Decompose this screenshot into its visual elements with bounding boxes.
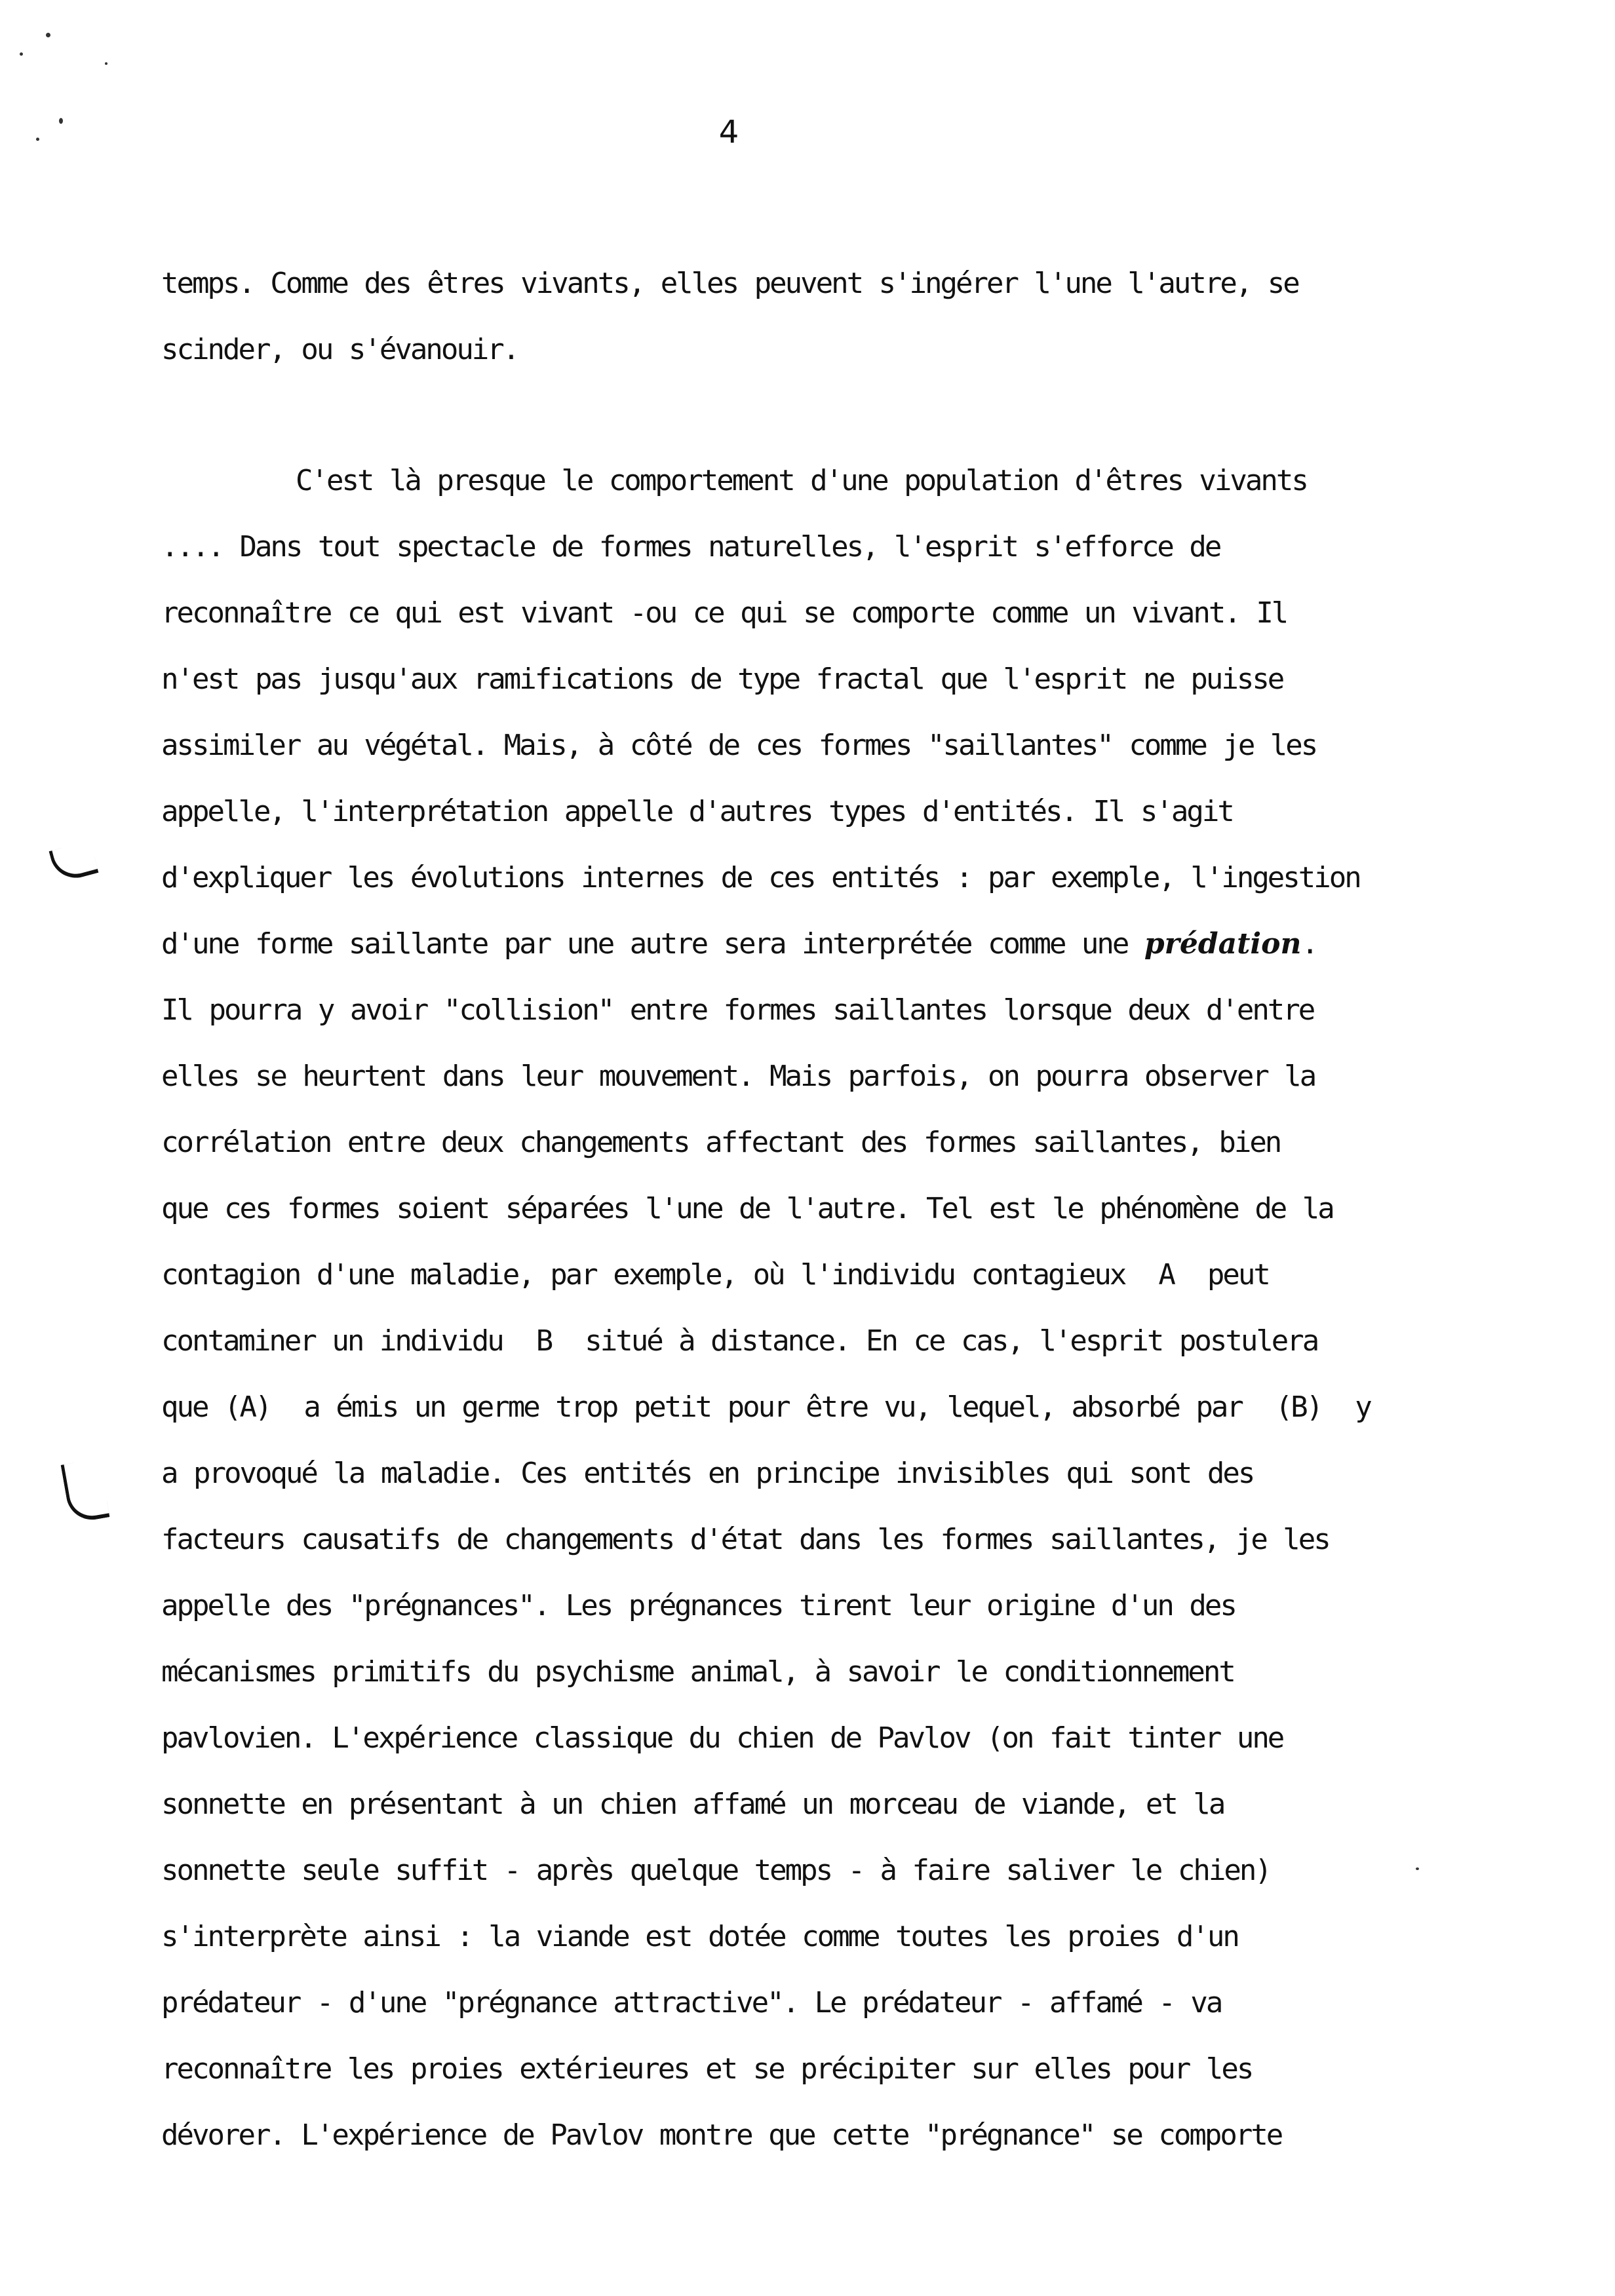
margin-mark [49, 840, 99, 883]
text-line: assimiler au végétal. Mais, à côté de ces formes "saillantes" comme je les [161, 729, 1317, 762]
text-line: pavlovien. L'expérience classique du chien de Pavlov (on fait tinter une [161, 1721, 1283, 1755]
scan-speck [20, 52, 23, 56]
text-line: dévorer. L'expérience de Pavlov montre que cette "prégnance" se comporte [161, 2118, 1282, 2152]
scan-speck [105, 62, 107, 65]
text-line: d'expliquer les évolutions internes de ces entités : par exemple, l'ingestion [161, 861, 1360, 894]
text-line: que (A) a émis un germe trop petit pour être vu, lequel, absorbé par (B) y [161, 1390, 1371, 1424]
text-line: n'est pas jusqu'aux ramifications de type fractal que l'esprit ne puisse [161, 662, 1283, 696]
text-line: prédateur - d'une "prégnance attractive". Le prédateur - affamé - va [161, 1986, 1222, 2019]
scan-speck [36, 138, 39, 141]
page-number: 4 [718, 114, 739, 151]
scan-speck [46, 33, 50, 37]
text-line: facteurs causatifs de changements d'état dans les formes saillantes, je les [161, 1523, 1329, 1556]
text-line-with-emphasis [161, 911, 1341, 977]
text-line: appelle, l'interprétation appelle d'autres types d'entités. Il s'agit [161, 795, 1233, 828]
emphasis-period: . [1301, 927, 1317, 961]
emphasis-predation: prédation [1144, 927, 1302, 961]
paragraph-1 [161, 250, 1341, 383]
text-line: .... Dans tout spectacle de formes naturelles, l'esprit s'efforce de [161, 530, 1220, 564]
text-line: reconnaître les proies extérieures et se précipiter sur elles pour les [161, 2052, 1253, 2086]
text-line: appelle des "prégnances". Les prégnances tirent leur origine d'un des [161, 1589, 1236, 1622]
text-line: C'est là presque le comportement d'une population d'êtres vivants [296, 464, 1307, 497]
text-line: reconnaître ce qui est vivant -ou ce qui se comporte comme un vivant. Il [161, 596, 1287, 630]
text-line: d'une forme saillante par une autre sera interprétée comme une [161, 927, 1144, 961]
text-line: contaminer un individu B situé à distance. En ce cas, l'esprit postulera [161, 1324, 1318, 1358]
text-line: que ces formes soient séparées l'une de l'autre. Tel est le phénomène de la [161, 1192, 1333, 1225]
text-line: elles se heurtent dans leur mouvement. Mais parfois, on pourra observer la [161, 1060, 1315, 1093]
text-line: corrélation entre deux changements affectant des formes saillantes, bien [161, 1126, 1281, 1159]
text-line: s'interprète ainsi : la viande est dotée comme toutes les proies d'un [161, 1920, 1238, 1953]
paragraph-2 [161, 448, 1371, 2168]
text-line: scinder, ou s'évanouir. [161, 333, 518, 366]
scan-speck [59, 118, 63, 124]
text-line: a provoqué la maladie. Ces entités en principe invisibles qui sont des [161, 1457, 1254, 1490]
text-line: mécanismes primitifs du psychisme animal, à savoir le conditionnement [161, 1655, 1234, 1689]
text-line: sonnette en présentant à un chien affamé un morceau de viande, et la [161, 1788, 1224, 1821]
text-line: sonnette seule suffit - après quelque temps - à faire saliver le chien) [161, 1854, 1270, 1887]
scan-speck [1416, 1867, 1419, 1870]
text-line: Il pourra y avoir "collision" entre formes saillantes lorsque deux d'entre [161, 993, 1314, 1027]
text-line: temps. Comme des êtres vivants, elles peuvent s'ingérer l'une l'autre, se [161, 267, 1298, 300]
margin-mark [61, 1458, 110, 1523]
text-line: contagion d'une maladie, par exemple, où l'individu contagieux A peut [161, 1258, 1269, 1292]
